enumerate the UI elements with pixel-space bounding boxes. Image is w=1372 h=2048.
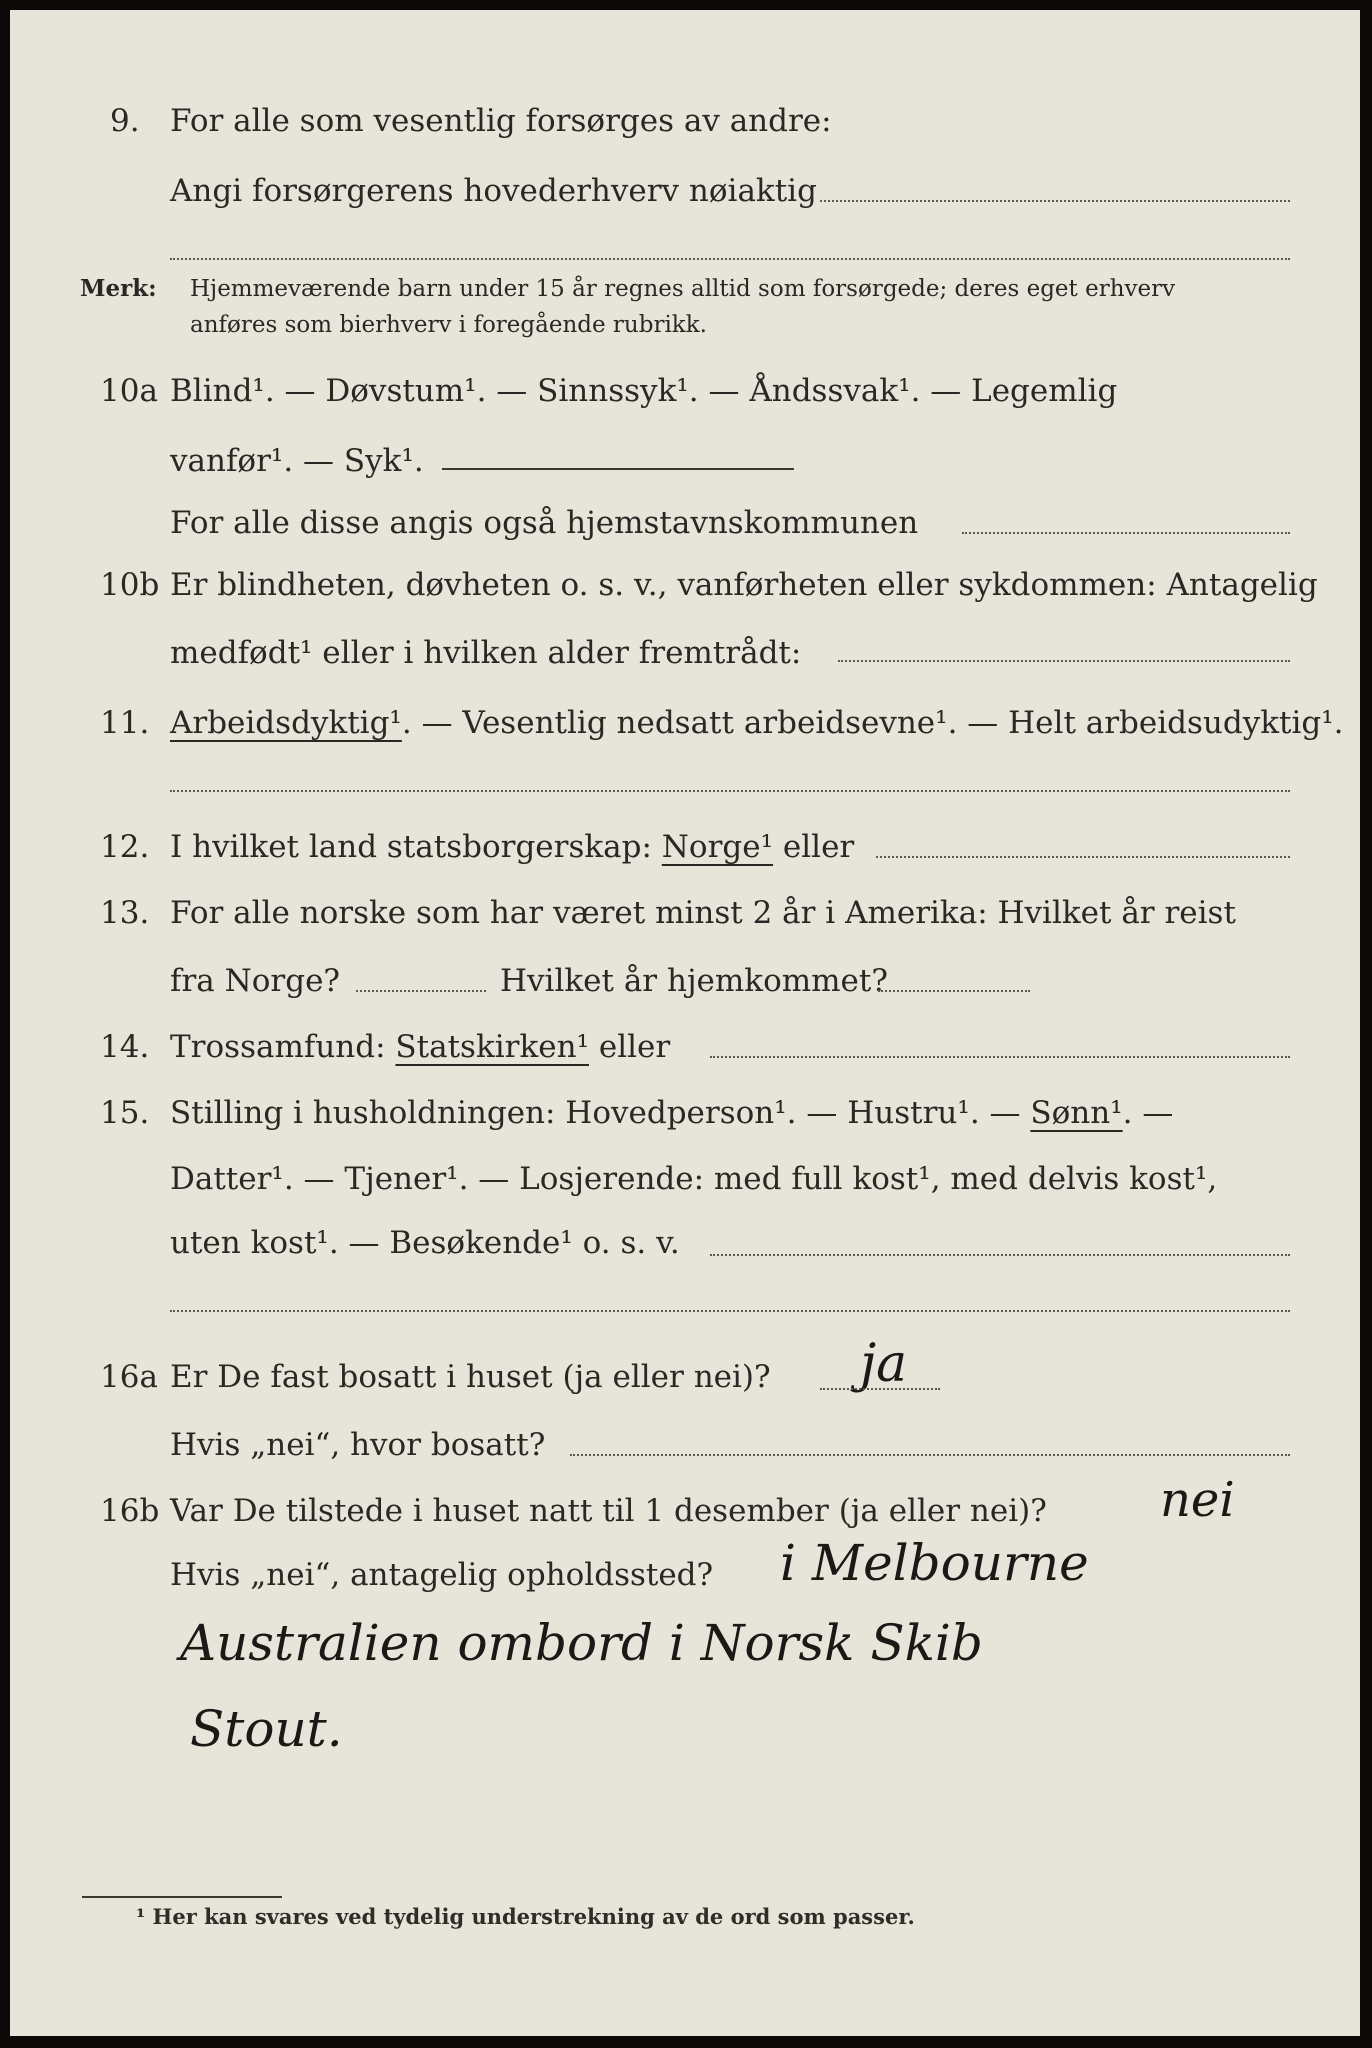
q10b-subquestion: medfødt¹ eller i hvilken alder fremtrådt: — [170, 635, 802, 671]
q15-answer-line[interactable] — [710, 1254, 1290, 1256]
q11-row — [10, 698, 1360, 748]
q16b-number: 16b — [100, 1493, 160, 1529]
q16b-handwritten-ship: Stout. — [190, 1700, 343, 1758]
q10b-row-1 — [10, 560, 1360, 610]
q10a-row-2 — [10, 436, 1360, 486]
q13-row-2 — [10, 956, 1360, 1006]
q14-label: Trossamfund: — [170, 1029, 386, 1065]
q13-question: For alle norske som har været minst 2 år i Amerika: Hvilket år reist — [170, 895, 1236, 931]
q10a-options: Blind¹. — Døvstum¹. — Sinnssyk¹. — Åndssvak¹. — Legemlig — [170, 373, 1118, 409]
q15-options-3: uten kost¹. — Besøkende¹ o. s. v. — [170, 1225, 680, 1261]
q12-number: 12. — [100, 829, 150, 865]
q11-answer-line[interactable] — [170, 790, 1290, 792]
q15-number: 15. — [100, 1095, 150, 1131]
q11-selected-option[interactable]: Arbeidsdyktig¹ — [170, 705, 402, 741]
q9-row-1 — [10, 96, 1360, 146]
q15-row-3 — [10, 1218, 1360, 1268]
q16b-row-1 — [10, 1486, 1360, 1536]
census-form-page — [10, 10, 1360, 2036]
q16a-handwritten-answer: ja — [860, 1334, 908, 1394]
q12-answer-line[interactable] — [876, 856, 1290, 858]
q10a-hometown-line[interactable] — [962, 532, 1290, 534]
q13-right-label: Hvilket år hjemkommet? — [500, 963, 888, 999]
q10a-hometown-question: For alle disse angis også hjemstavnskommunen — [170, 505, 919, 541]
q16a-row-1 — [10, 1352, 1360, 1402]
q14-answer-line[interactable] — [710, 1056, 1290, 1058]
q15-options-a: Stilling i husholdningen: Hovedperson¹. — Hustru¹. — — [170, 1095, 1021, 1131]
q10a-number: 10a — [100, 373, 158, 409]
q16a-question: Er De fast bosatt i huset (ja eller nei)? — [170, 1359, 771, 1395]
q14-number: 14. — [100, 1029, 150, 1065]
q9-answer-line-2[interactable] — [170, 258, 1290, 260]
merk-row-2 — [10, 308, 1360, 342]
q9-answer-line[interactable] — [820, 200, 1290, 202]
q13-year-right-line[interactable] — [878, 990, 1030, 992]
q10a-row-3 — [10, 498, 1360, 548]
q11-other-options: . — Vesentlig nedsatt arbeidsevne¹. — Helt arbeidsudyktig¹. — [401, 705, 1344, 741]
footnote: ¹ Her kan svares ved tydelig understrekning av de ord som passer. — [136, 1904, 915, 1929]
q9-row-2 — [10, 166, 1360, 216]
q11-number: 11. — [100, 705, 150, 741]
q15-row-1 — [10, 1088, 1360, 1138]
q14-selected-option[interactable]: Statskirken¹ — [395, 1029, 589, 1065]
q16b-question: Var De tilstede i huset natt til 1 desember (ja eller nei)? — [170, 1493, 1047, 1529]
q12-label: I hvilket land statsborgerskap: — [170, 829, 652, 865]
q10b-answer-line[interactable] — [838, 660, 1290, 662]
q10a-options-2: vanfør¹. — Syk¹. — [170, 443, 424, 479]
q13-row-1 — [10, 888, 1360, 938]
merk-text-1: Hjemmeværende barn under 15 år regnes alltid som forsørgede; deres eget erhverv — [190, 276, 1176, 302]
q16b-handwritten-location-2: Australien ombord i Norsk Skib — [180, 1614, 983, 1672]
merk-row-1 — [10, 272, 1360, 306]
q13-left-label: fra Norge? — [170, 963, 341, 999]
q10b-number: 10b — [100, 567, 160, 603]
footnote-rule — [82, 1896, 282, 1898]
q16a-answer-line[interactable] — [820, 1388, 940, 1390]
q15-options-2: Datter¹. — Tjener¹. — Losjerende: med full kost¹, med delvis kost¹, — [170, 1161, 1218, 1197]
q9-number: 9. — [110, 103, 140, 139]
q14-row — [10, 1022, 1360, 1072]
merk-text-2: anføres som bierhverv i foregående rubrikk. — [190, 312, 707, 338]
q13-number: 13. — [100, 895, 150, 931]
q15-options — [170, 1088, 1173, 1138]
q10a-answer-line[interactable] — [442, 468, 794, 470]
q16b-handwritten-answer: nei — [1160, 1472, 1235, 1528]
q16a-row-2 — [10, 1420, 1360, 1470]
q12-question — [170, 822, 854, 872]
q16a-subquestion: Hvis „nei“, hvor bosatt? — [170, 1427, 546, 1463]
q15-options-b: . — — [1122, 1095, 1174, 1131]
q15-selected-option[interactable]: Sønn¹ — [1030, 1095, 1123, 1131]
q15-row-2 — [10, 1154, 1360, 1204]
q13-year-left-line[interactable] — [356, 990, 486, 992]
q12-selected-option[interactable]: Norge¹ — [661, 829, 774, 865]
q10b-question: Er blindheten, døvheten o. s. v., vanførheten eller sykdommen: Antagelig — [170, 567, 1318, 603]
q10b-row-2 — [10, 628, 1360, 678]
q16b-handwritten-location: i Melbourne — [780, 1534, 1089, 1592]
q14-question — [170, 1022, 670, 1072]
q12-or: eller — [782, 829, 855, 865]
q16a-number: 16a — [100, 1359, 158, 1395]
q12-row — [10, 822, 1360, 872]
q9-subquestion: Angi forsørgerens hovederhverv nøiaktig — [170, 173, 817, 209]
q10a-row-1 — [10, 366, 1360, 416]
q11-options — [170, 698, 1344, 748]
q16b-subquestion: Hvis „nei“, antagelig opholdssted? — [170, 1557, 714, 1593]
q16a-residence-line[interactable] — [570, 1454, 1290, 1456]
merk-label: Merk: — [80, 275, 157, 302]
q15-answer-line-2[interactable] — [170, 1310, 1290, 1312]
q14-or: eller — [598, 1029, 671, 1065]
q9-question: For alle som vesentlig forsørges av andre: — [170, 103, 832, 139]
q16b-row-2 — [10, 1550, 1360, 1600]
